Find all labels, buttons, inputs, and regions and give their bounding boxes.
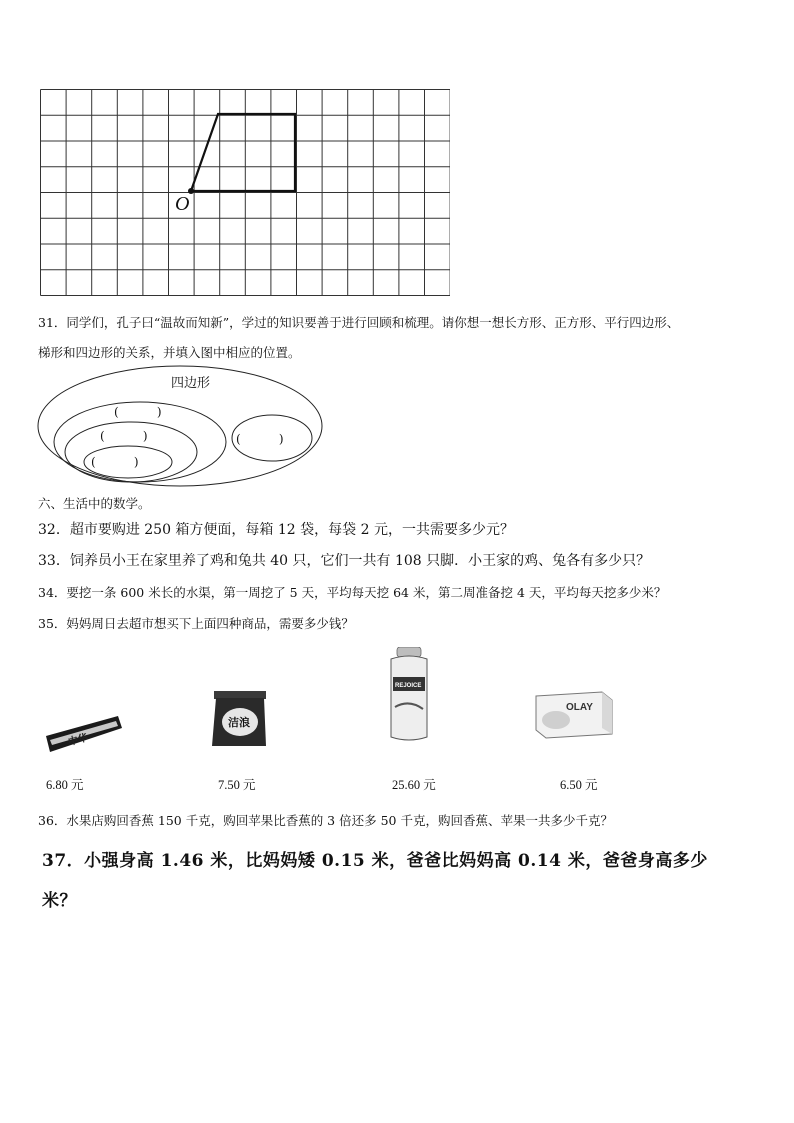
shampoo-brand: REJOICE (395, 683, 422, 689)
question-32: 32．超市要购进 250 箱方便面，每箱 12 袋，每袋 2 元，一共需要多少元？ (38, 522, 514, 538)
question-36: 36．水果店购回香蕉 150 千克，购回苹果比香蕉的 3 倍还多 50 千克，购回香蕉、苹果一共多少千克？ (38, 813, 613, 828)
parallelogram-shape (191, 114, 295, 191)
venn-blank-rectangle: ( ) (100, 429, 148, 443)
venn-blank-square: ( ) (91, 455, 139, 469)
grid-lines (41, 90, 451, 296)
venn-diagram (36, 364, 336, 492)
toothpaste-image (44, 712, 124, 756)
detergent-brand: 洁浪 (228, 716, 250, 729)
question-34: 34．要挖一条 600 米长的水渠，第一周挖了 5 天，平均每天挖 64 米，第二周准备挖 4 天，平均每天挖多少米？ (38, 585, 667, 600)
section-6-title: 六、生活中的数学。 (38, 496, 151, 511)
soap-brand: OLAY (566, 702, 593, 713)
question-37-line1: 37．小强身高 1.46 米，比妈妈矮 0.15 米，爸爸比妈妈高 0.14 米，爸爸身高多少 (42, 851, 708, 871)
toothpaste-brand: 中华 (67, 732, 90, 749)
soap-image (532, 688, 616, 740)
price-soap: 6.50 元 (560, 778, 598, 792)
shampoo-image (385, 647, 433, 743)
question-31-line2: 梯形和四边形的关系，并填入图中相应的位置。 (38, 345, 301, 360)
grid-figure (40, 89, 450, 297)
question-33: 33．饲养员小王在家里养了鸡和兔共 40 只，它们一共有 108 只脚．小王家的鸡、兔各有多少只？ (38, 553, 651, 569)
price-shampoo: 25.60 元 (392, 778, 436, 792)
detergent-image (210, 688, 270, 750)
venn-blank-parallelogram: ( ) (114, 405, 162, 419)
venn-outer-label: 四边形 (171, 376, 211, 391)
origin-label: O (175, 193, 190, 215)
price-toothpaste: 6.80 元 (46, 778, 84, 792)
question-37-line2: 米？ (42, 891, 77, 911)
venn-blank-trapezoid: ( ) (236, 432, 284, 446)
question-35: 35．妈妈周日去超市想买下上面四种商品，需要多少钱？ (38, 616, 354, 631)
question-31-line1: 31．同学们，孔子曰“温故而知新”，学过的知识要善于进行回顾和梳理。请你想一想长方形、正方形、平行四边形、 (38, 315, 680, 330)
price-detergent: 7.50 元 (218, 778, 256, 792)
